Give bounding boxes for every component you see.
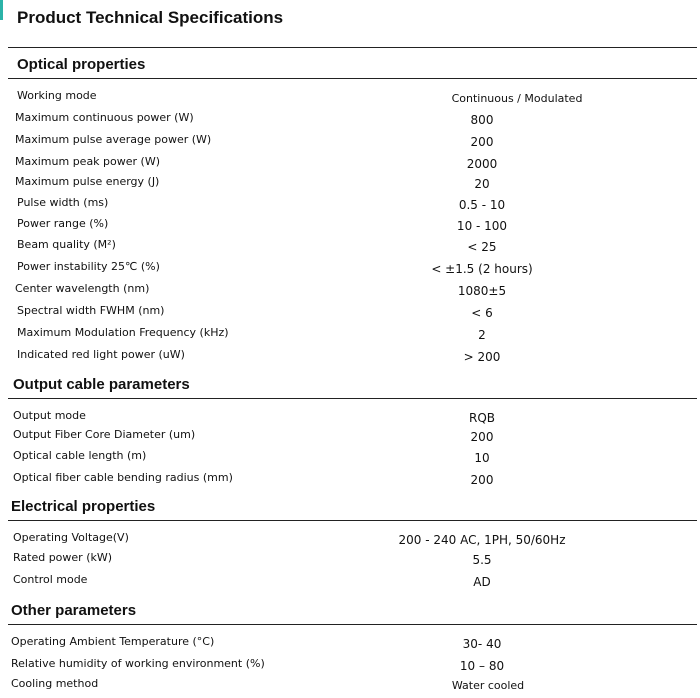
section-header — [0, 368, 700, 408]
spec-value: RQB — [468, 411, 496, 425]
spec-row — [0, 304, 700, 325]
spec-row — [0, 409, 700, 430]
section-divider — [8, 520, 697, 521]
spec-label: Optical cable length (m) — [13, 449, 147, 462]
spec-row — [0, 573, 700, 594]
spec-row — [0, 657, 700, 678]
spec-value: AD — [473, 575, 491, 589]
spec-label: Working mode — [17, 89, 97, 102]
spec-row — [0, 217, 700, 238]
spec-value: Continuous / Modulated — [451, 92, 583, 105]
spec-row — [0, 111, 700, 132]
spec-label: Maximum pulse energy (J) — [15, 175, 160, 188]
spec-value: 2 — [478, 328, 486, 342]
spec-label: Maximum continuous power (W) — [15, 111, 194, 124]
spec-value: 20 — [474, 177, 490, 191]
spec-row — [0, 196, 700, 217]
spec-label: Power instability 25℃ (%) — [17, 260, 160, 273]
spec-value: 200 — [470, 135, 494, 149]
spec-label: Operating Voltage(V) — [13, 531, 129, 544]
spec-label: Pulse width (ms) — [17, 196, 109, 209]
spec-row — [0, 635, 700, 656]
spec-row — [0, 551, 700, 572]
spec-label: Operating Ambient Temperature (°C) — [11, 635, 215, 648]
spec-label: Control mode — [13, 573, 88, 586]
spec-value: 200 - 240 AC, 1PH, 50/60Hz — [398, 533, 566, 547]
spec-label: Maximum peak power (W) — [15, 155, 161, 168]
spec-value: 5.5 — [472, 553, 492, 567]
section-title: Output cable parameters — [13, 376, 190, 393]
spec-row — [0, 471, 700, 492]
spec-label: Maximum Modulation Frequency (kHz) — [17, 326, 229, 339]
spec-label: Spectral width FWHM (nm) — [17, 304, 165, 317]
spec-value: < 25 — [467, 240, 497, 254]
section-header — [0, 48, 700, 88]
section-divider — [8, 624, 697, 625]
spec-value: 2000 — [466, 157, 498, 171]
spec-value: 10 - 100 — [456, 219, 508, 233]
spec-label: Optical fiber cable bending radius (mm) — [13, 471, 233, 484]
spec-row — [0, 282, 700, 303]
spec-row — [0, 326, 700, 347]
section-title: Optical properties — [17, 56, 146, 73]
spec-label: Cooling method — [11, 677, 99, 690]
spec-label: Center wavelength (nm) — [15, 282, 150, 295]
spec-label: Rated power (kW) — [13, 551, 113, 564]
spec-label: Power range (%) — [17, 217, 109, 230]
spec-label: Maximum pulse average power (W) — [15, 133, 212, 146]
spec-row — [0, 133, 700, 154]
section-divider — [8, 398, 697, 399]
spec-row — [0, 238, 700, 259]
spec-value: 800 — [470, 113, 494, 127]
spec-label: Indicated red light power (uW) — [17, 348, 185, 361]
spec-value: 30- 40 — [462, 637, 502, 651]
spec-value: < ±1.5 (2 hours) — [431, 262, 533, 276]
spec-row — [0, 449, 700, 470]
spec-value: < 6 — [471, 306, 493, 320]
spec-value: 10 — [474, 451, 490, 465]
section-header — [0, 594, 700, 634]
spec-value: 200 — [470, 430, 494, 444]
spec-value: 0.5 - 10 — [458, 198, 506, 212]
spec-label: Relative humidity of working environment (%) — [11, 657, 265, 670]
spec-label: Output mode — [13, 409, 86, 422]
section-title: Other parameters — [11, 602, 137, 619]
section-header — [0, 490, 700, 530]
section-title: Electrical properties — [11, 498, 156, 515]
spec-value: > 200 — [463, 350, 501, 364]
spec-row — [0, 677, 700, 698]
page-title: Product Technical Specifications — [17, 8, 284, 27]
title-accent-bar — [0, 0, 3, 20]
spec-row — [0, 260, 700, 281]
spec-row — [0, 175, 700, 196]
spec-value: 1080±5 — [457, 284, 507, 298]
spec-value: 10 – 80 — [459, 659, 505, 673]
spec-row — [0, 155, 700, 176]
spec-row — [0, 531, 700, 552]
section-divider — [8, 78, 697, 79]
spec-row — [0, 428, 700, 449]
spec-label: Output Fiber Core Diameter (um) — [13, 428, 196, 441]
spec-row — [0, 348, 700, 369]
spec-value: 200 — [470, 473, 494, 487]
spec-value: Water cooled — [451, 679, 525, 692]
spec-label: Beam quality (M²) — [17, 238, 116, 251]
spec-row — [0, 89, 700, 110]
